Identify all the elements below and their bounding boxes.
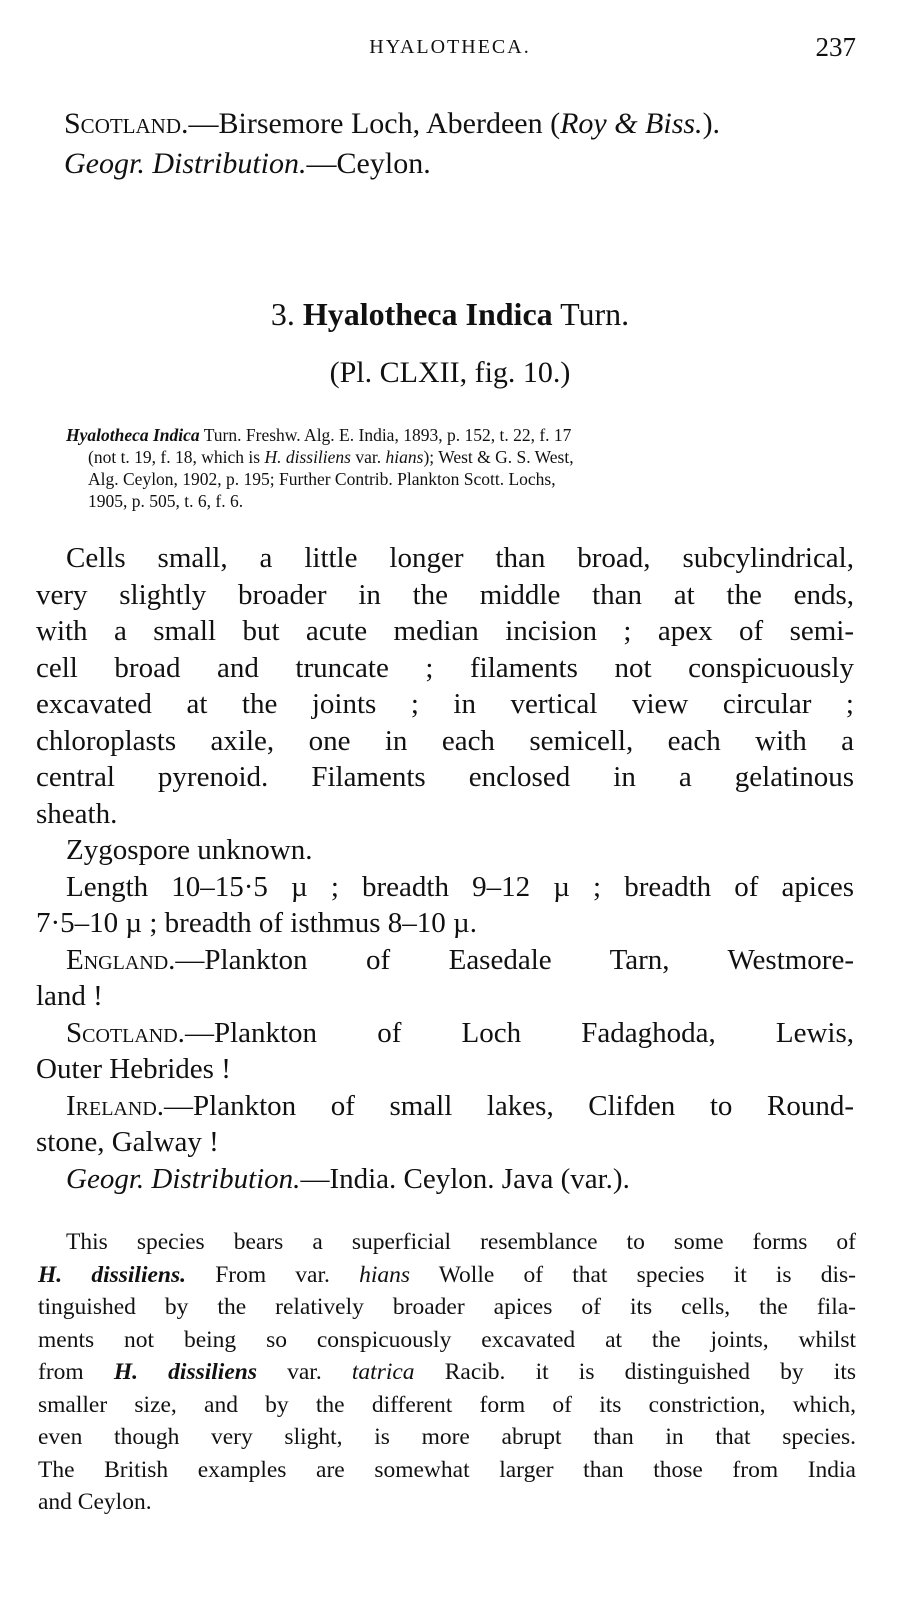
species-author: Turn. bbox=[560, 296, 630, 332]
distribution-record bbox=[36, 1161, 854, 1198]
ireland-record-cont: stone, Galway ! bbox=[36, 1126, 219, 1158]
description-line: Cells small, a little longer than broad, subcylindrical, bbox=[66, 542, 854, 574]
reference-taxon: Hyalotheca Indica bbox=[66, 425, 200, 445]
distribution-label: Geogr. Distribution. bbox=[66, 1162, 301, 1195]
region-label: England. bbox=[66, 943, 176, 976]
description-line: central pyrenoid. Filaments enclosed in a gelatinous bbox=[36, 761, 854, 793]
measurement-line: Length 10–15·5 µ ; breadth 9–12 µ ; breadth of apices bbox=[66, 870, 854, 903]
scotland-record bbox=[34, 104, 854, 144]
note-text: Racib. it is distinguished by its bbox=[414, 1359, 856, 1385]
locality-text: —Plankton of Easedale Tarn, Westmore- bbox=[175, 943, 854, 976]
closing-paren: ). bbox=[702, 107, 721, 140]
running-title: HYALOTHECA. bbox=[369, 36, 531, 58]
note-line bbox=[38, 1356, 856, 1389]
note-line: and Ceylon. bbox=[38, 1489, 152, 1515]
note-line: ments not being so conspicuously excavated at the joints, whilst bbox=[38, 1326, 856, 1353]
region-label: Ireland. bbox=[66, 1089, 165, 1122]
previous-species-tail bbox=[34, 104, 854, 184]
running-head bbox=[0, 30, 900, 70]
england-record bbox=[36, 942, 854, 979]
reference-text: (not t. 19, f. 18, which is bbox=[88, 447, 265, 467]
note-text: From var. bbox=[186, 1261, 360, 1288]
locality-text: —Plankton of small lakes, Clifden to Round- bbox=[164, 1089, 854, 1122]
species-description bbox=[36, 540, 854, 1197]
reference-line bbox=[66, 446, 856, 468]
page-number: 237 bbox=[815, 32, 856, 62]
zygospore-line: Zygospore unknown. bbox=[66, 834, 313, 866]
locality-text: —Plankton of Loch Fadaghoda, Lewis, bbox=[184, 1016, 854, 1049]
species-number: 3. bbox=[270, 296, 295, 332]
note-line: even though very slight, is more abrupt than in that species. bbox=[38, 1424, 856, 1450]
england-record-cont: land ! bbox=[36, 980, 103, 1012]
species-name: Hyalotheca Indica bbox=[302, 296, 553, 332]
reference-line: 1905, p. 505, t. 6, f. 6. bbox=[88, 491, 244, 511]
note-line: This species bears a superficial resemblance to some forms of bbox=[66, 1229, 856, 1255]
description-line: chloroplasts axile, one in each semicell, each with a bbox=[36, 724, 854, 757]
distribution-label: Geogr. Distribution. bbox=[64, 147, 307, 180]
distribution-record bbox=[34, 144, 854, 184]
note-taxon: H. dissiliens. bbox=[38, 1261, 187, 1288]
ireland-record bbox=[36, 1088, 854, 1125]
reference-text: ); West & G. S. West, bbox=[423, 447, 574, 467]
reference-text: Turn. Freshw. Alg. E. India, 1893, p. 152, t. 22, f. 17 bbox=[199, 425, 572, 445]
region-label: Scotland. bbox=[64, 107, 189, 140]
species-note bbox=[38, 1226, 856, 1519]
note-text: var. bbox=[256, 1359, 352, 1385]
plate-reference: (Pl. CLXII, fig. 10.) bbox=[329, 356, 571, 389]
note-taxon: hians bbox=[359, 1261, 410, 1288]
note-line: The British examples are somewhat larger than those from India bbox=[38, 1456, 856, 1483]
note-taxon: tatrica bbox=[351, 1359, 415, 1385]
synonymy-references bbox=[66, 424, 856, 512]
note-taxon: H. dissiliens bbox=[113, 1359, 257, 1385]
distribution-text: —India. Ceylon. Java (var.). bbox=[300, 1162, 630, 1195]
region-label: Scotland. bbox=[66, 1016, 185, 1049]
description-line: sheath. bbox=[36, 797, 118, 830]
scotland-record-cont: Outer Hebrides ! bbox=[36, 1053, 231, 1085]
locality-text: —Birsemore Loch, Aberdeen ( bbox=[188, 107, 561, 140]
reference-line bbox=[66, 424, 856, 446]
note-line bbox=[38, 1259, 856, 1292]
reference-line: Alg. Ceylon, 1902, p. 195; Further Contrib. Plankton Scott. Lochs, bbox=[88, 469, 556, 489]
scotland-record bbox=[36, 1015, 854, 1052]
reference-text: var. bbox=[351, 447, 386, 467]
note-line: tinguished by the relatively broader apices of its cells, the fila- bbox=[38, 1294, 856, 1320]
description-line: with a small but acute median incision ; apex of semi- bbox=[36, 615, 854, 647]
distribution-text: —Ceylon. bbox=[306, 147, 431, 180]
note-line: smaller size, and by the different form of its constriction, which, bbox=[38, 1391, 856, 1418]
description-line: cell broad and truncate ; filaments not conspicuously bbox=[36, 651, 854, 684]
measurement-line: 7·5–10 µ ; breadth of isthmus 8–10 µ. bbox=[36, 907, 477, 939]
note-text: from bbox=[38, 1359, 114, 1385]
reference-taxon: hians bbox=[385, 447, 424, 467]
reference-taxon: H. dissiliens bbox=[264, 447, 351, 467]
description-line: excavated at the joints ; in vertical view circular ; bbox=[36, 688, 854, 720]
description-line: very slightly broader in the middle than at the ends, bbox=[36, 578, 854, 611]
note-text: Wolle of that species it is dis- bbox=[410, 1261, 856, 1288]
authority-text: Roy & Biss. bbox=[560, 107, 703, 140]
species-heading bbox=[0, 296, 900, 333]
